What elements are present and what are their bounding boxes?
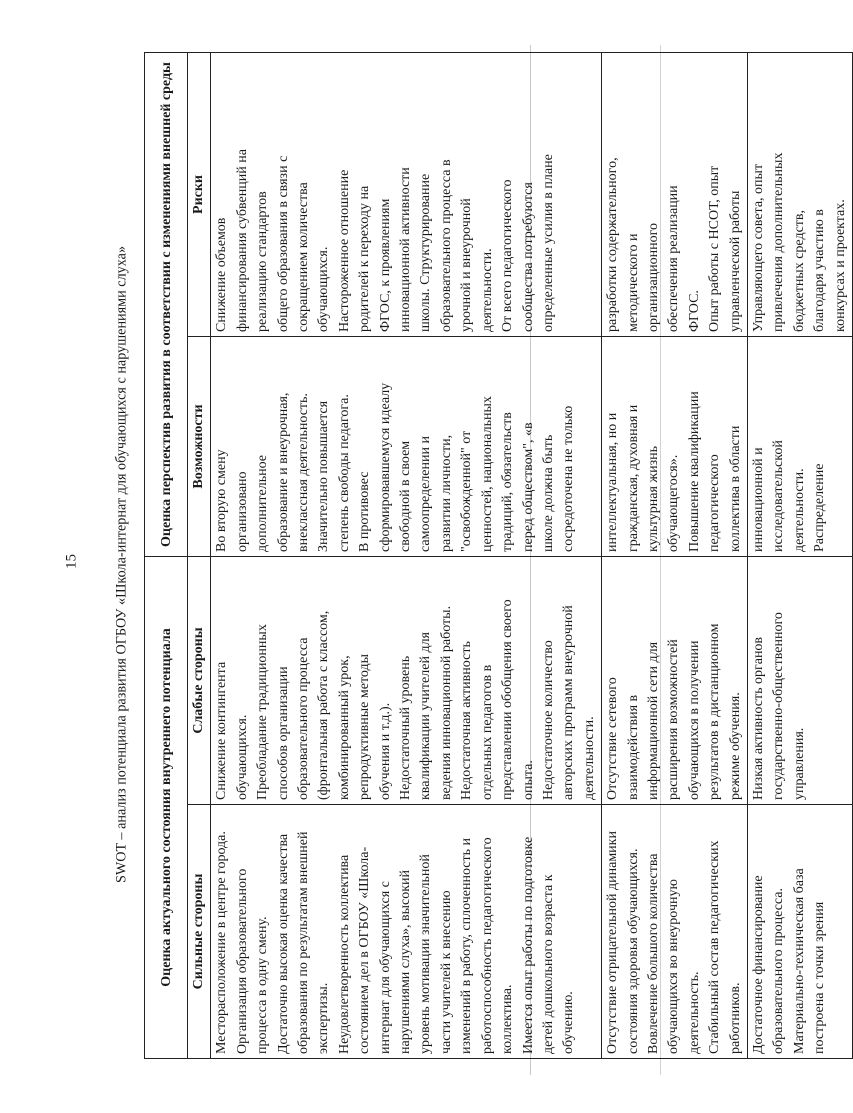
weaknesses-cell: Низкая активность органов государственно-общественного управления. (747, 557, 852, 805)
table-row (747, 52, 852, 1058)
strengths-cell: Месторасположение в центре города. Организация образовательного процесса в одну смену. Достаточно высокая оценка качества образования по результатам внешней экспертизы. Неудовлетворенность коллектива состоянием дел в ОГБОУ «Школа- интернат для обучающихся с нарушениями слуха», высокий уровень мотивации значительной части учителей к внесению изменений в работу, сплоченность и работоспособность педагогического коллектива. Имеется опыт работы по подготовке детей дошкольного возраста к обучению. (211, 805, 602, 1059)
opportunities-cell: интеллектуальная, но и гражданская, духовная и культурная жизнь обучающегося». Повышение квалификации педагогического коллектива в области (602, 337, 748, 557)
strengths-cell: Достаточное финансирование образовательного процесса. Материально-техническая база построена с точки зрения (747, 805, 852, 1059)
table-row (211, 52, 602, 1058)
document-caption: SWOT – анализ потенциала развития ОГБОУ «Школа-интернат для обучающихся с нарушениями слуха» (113, 245, 130, 884)
opportunities-header: Возможности (188, 337, 211, 557)
weaknesses-cell: Отсутствие сетевого взаимодействия в информационной сети для расширения возможностей обучающихся в получении результатов в дистанционном режиме обучения. (602, 557, 748, 805)
weaknesses-cell: Снижение контингента обучающихся. Преобладание традиционных способов организации образовательного процесса (фронтальная работа с классом, комбинированный урок, репродуктивные методы обучения и т.д.). Недостаточный уровень квалификации учителей для ведения инновационной работы. Недостаточная активность отдельных педагогов в представлении обобщения своего опыта. Недостаточное количество авторских программ внеурочной деятельности. (211, 557, 602, 805)
weaknesses-header: Слабые стороны (188, 557, 211, 805)
risks-header: Риски (188, 52, 211, 336)
opportunities-cell: Во вторую смену организовано дополнительное образование и внеурочная, внеклассная деятельность. Значительно повышается степень свободы педагога. В противовес сформировавшемуся идеалу свободной в своем самоопределении и развитии личности, "освобожденной" от ценностей, национальных традиций, обязательств перед обществом", «в школе должна быть сосредоточена не только (211, 337, 602, 557)
page-number: 15 (63, 554, 80, 569)
column-header-row (188, 52, 211, 1058)
strengths-cell: Отсутствие отрицательной динамики состояния здоровья обучающихся. Вовлечение большого количества обучающихся во внеурочную деятельность. Стабильный состав педагогических работников. (602, 805, 748, 1059)
risks-cell: Управляющего совета, опыт привлечения дополнительных бюджетных средств, благодаря участию в конкурсах и проектах. (747, 52, 852, 336)
internal-group-header: Оценка актуального состояния внутреннего потенциала (145, 557, 188, 1059)
swot-table (144, 52, 853, 1059)
strengths-header: Сильные стороны (188, 805, 211, 1059)
risks-cell: Снижение объемов финансирования субвенций на реализацию стандартов общего образования в связи с сокращением количества обучающихся. Настороженное отношение родителей к переходу на ФГОС, к проявлениям инновационной активности школы. Структурирование образовательного процесса в урочной и внеурочной деятельности. От всего педагогического сообщества потребуются определенные усилия в плане (211, 52, 602, 336)
opportunities-cell: инновационной и исследовательской деятельности. Распределение (747, 337, 852, 557)
risks-cell: разработки содержательного, методического и организационного обеспечения реализации ФГОС. Опыт работы с НСОТ, опыт управленческой работы (602, 52, 748, 336)
table-row (602, 52, 748, 1058)
group-header-row (145, 52, 188, 1058)
external-group-header: Оценка перспектив развития в соответствии с изменениями внешней среды (145, 52, 188, 556)
rotated-table-container (144, 53, 848, 1059)
